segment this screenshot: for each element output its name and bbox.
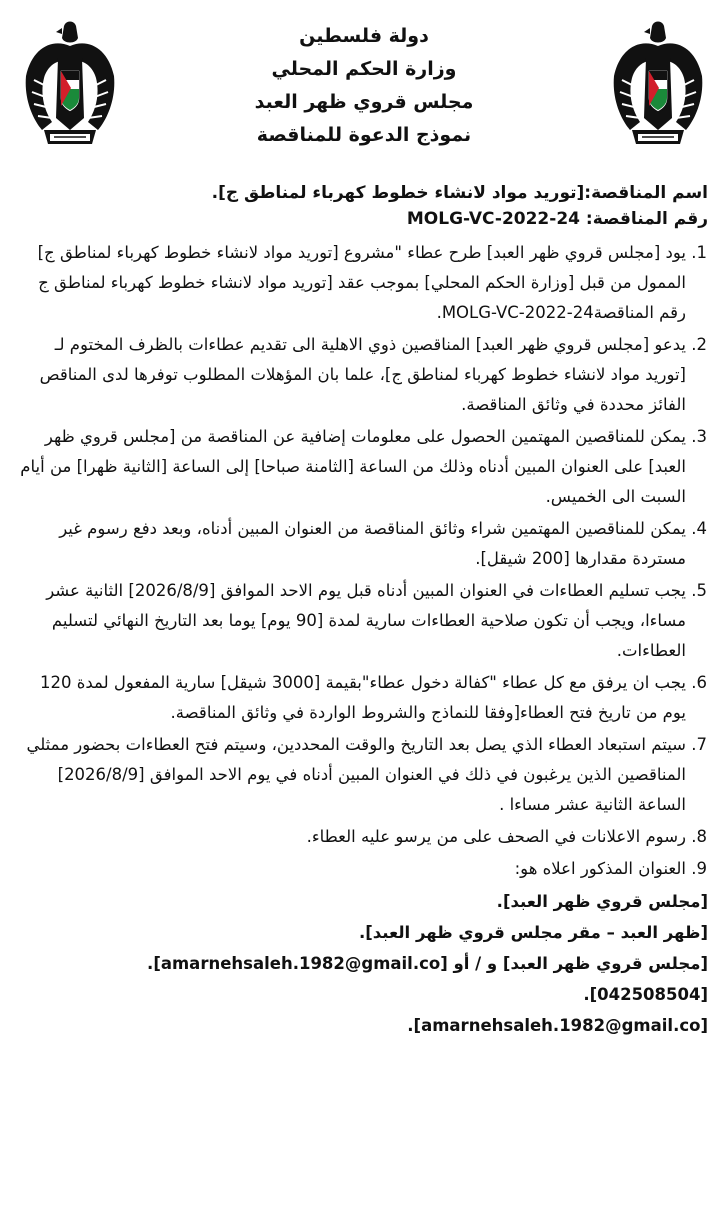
palestine-eagle-emblem-icon: [22, 18, 118, 154]
header-council: مجلس قروي ظهر العبد: [254, 91, 474, 113]
address-contact: [مجلس قروي ظهر العبد] و / أو [amarnehsaleh.1982@gmail.co].: [147, 954, 708, 973]
clause-4: 4. يمكن للمناقصين المهتمين شراء وثائق المناقصة من العنوان المبين أدناه، وبعد دفع رسوم غير مستردة مقدارها [200 شيقل].: [14, 514, 686, 574]
clause-9: 9. العنوان المذكور اعلاه هو:: [14, 854, 686, 884]
document-header: [150, 20, 578, 152]
clause-8: 8. رسوم الاعلانات في الصحف على من يرسو عليه العطاء.: [14, 822, 686, 852]
tender-name: اسم المناقصة:[توريد مواد لانشاء خطوط كهرباء لمناطق ج].: [211, 183, 708, 203]
address-block: [14, 886, 708, 1041]
address-council: [مجلس قروي ظهر العبد].: [496, 892, 708, 911]
clause-2: 2. يدعو [مجلس قروي ظهر العبد] المناقصين ذوي الاهلية الى تقديم عطاءات بالظرف المختوم لـ [توريد مواد لانشاء خطوط كهرباء لمناطق ج]، علما بان المؤهلات المطلوب توفرها لدى المناقص الفائز محددة في وثائق المناقصة.: [14, 330, 686, 420]
clause-7: 7. سيتم استبعاد العطاء الذي يصل بعد التاريخ والوقت المحددين، وسيتم فتح العطاءات بحضور ممثلي المناقصين الذين يرغبون في ذلك في العنوان المبين أدناه في يوم الاحد الموافق [2026/8/9] الساعة الثانية عشر مساءا .: [14, 730, 686, 820]
clause-1: 1. يود [مجلس قروي ظهر العبد] طرح عطاء "مشروع [توريد مواد لانشاء خطوط كهرباء لمناطق ج] الممول من قبل [وزارة الحكم المحلي] بموجب عقد [توريد مواد لانشاء خطوط كهرباء لمناطق ج رقم المناقصةMOLG-VC-2022-24.: [14, 238, 686, 328]
clause-6: 6. يجب ان يرفق مع كل عطاء "كفالة دخول عطاء"بقيمة [3000 شيقل] سارية المفعول لمدة 120 يوم من تاريخ فتح العطاء[وفقا للنماذج والشروط الواردة في وثائق المناقصة.: [14, 668, 686, 728]
document-body: [14, 180, 708, 1041]
address-email: [amarnehsaleh.1982@gmail.co].: [407, 1016, 708, 1035]
palestine-eagle-emblem-icon: [610, 18, 706, 154]
header-ministry: وزارة الحكم المحلي: [271, 58, 457, 80]
address-location: [ظهر العبد – مقر مجلس قروي ظهر العبد].: [358, 923, 708, 942]
header-state: دولة فلسطين: [299, 25, 429, 47]
tender-number: رقم المناقصة: MOLG-VC-2022-24: [406, 209, 708, 229]
address-phone: [042508504].: [583, 985, 708, 1004]
clause-3: 3. يمكن للمناقصين المهتمين الحصول على معلومات إضافية عن المناقصة من [مجلس قروي ظهر العبد] على العنوان المبين أدناه وذلك من الساعة [الثامنة صباحا] إلى الساعة [الثانية ظهرا] من أيام السبت الى الخميس.: [14, 422, 686, 512]
tender-clauses-list: [14, 238, 708, 884]
clause-5: 5. يجب تسليم العطاءات في العنوان المبين أدناه قبل يوم الاحد الموافق [2026/8/9] الثانية عشر مساءا، ويجب أن تكون صلاحية العطاءات سارية لمدة [90 يوم] يوما بعد التاريخ النهائي لتسليم العطاءات.: [14, 576, 686, 666]
header-form-title: نموذج الدعوة للمناقصة: [256, 124, 472, 146]
